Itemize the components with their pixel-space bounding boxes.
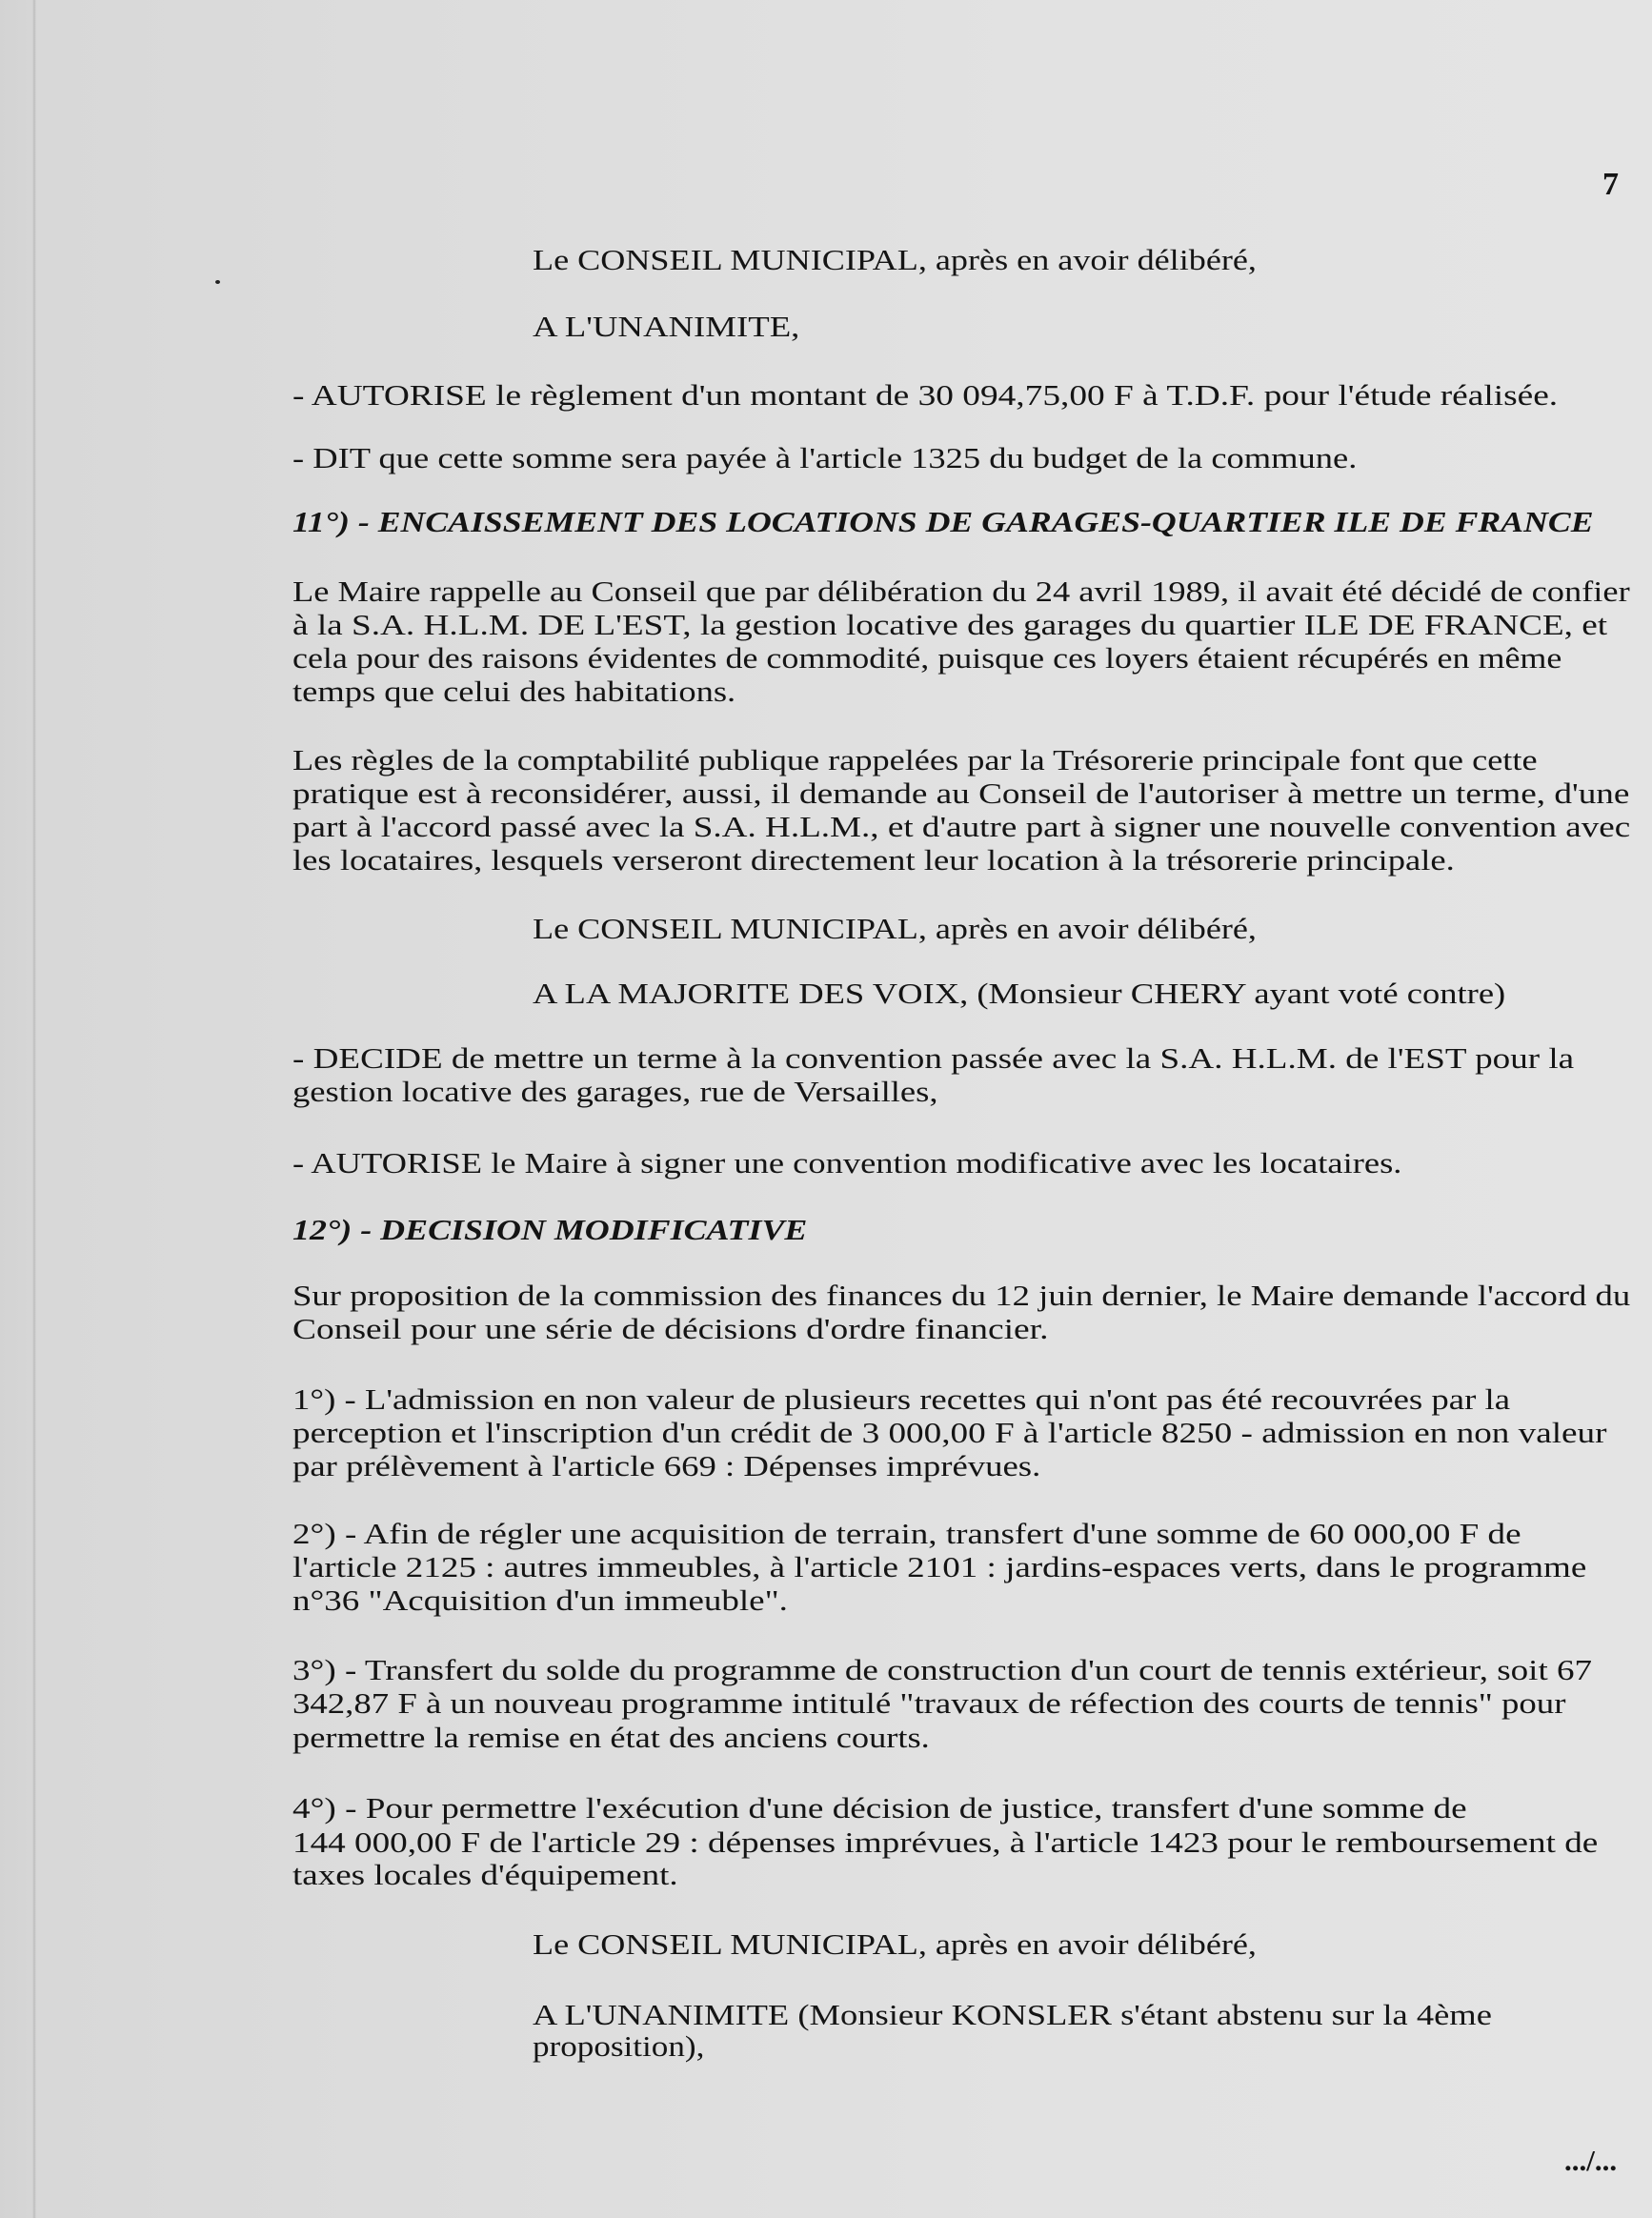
page-number: 7 (1602, 167, 1619, 202)
paragraph-line: Sur proposition de la commission des finances du 12 juin dernier, le Maire demande l'accord du (292, 1279, 1631, 1312)
authorize-payment: - AUTORISE le règlement d'un montant de 30 094,75,00 F à T.D.F. pour l'étude réalisée. (292, 378, 1559, 412)
paragraph-line: cela pour des raisons évidentes de commodité, puisque ces loyers étaient récupérés en même (292, 641, 1562, 675)
item-3-line: 342,87 F à un nouveau programme intitulé "travaux de réfection des courts de tennis" pour (292, 1686, 1566, 1720)
decide-line: - DECIDE de mettre un terme à la convention passée avec la S.A. H.L.M. de l'EST pour la (292, 1041, 1575, 1075)
paragraph-line: Conseil pour une série de décisions d'ordre financier. (292, 1312, 1049, 1345)
vote-unanimity-1: A L'UNANIMITE, (533, 310, 800, 343)
authorize-mayor: - AUTORISE le Maire à signer une convention modificative avec les locataires. (292, 1146, 1402, 1180)
vote-unanimity-3: A L'UNANIMITE (Monsieur KONSLER s'étant abstenu sur la 4ème (533, 1998, 1492, 2031)
item-2-line: 2°) - Afin de régler une acquisition de terrain, transfert d'une somme de 60 000,00 F de (292, 1517, 1521, 1550)
item-2-line: n°36 "Acquisition d'un immeuble". (292, 1583, 788, 1617)
paragraph-line: Les règles de la comptabilité publique rappelées par la Trésorerie principale font que cette (292, 743, 1538, 776)
decide-line: gestion locative des garages, rue de Versailles, (292, 1075, 938, 1108)
section-heading-12: 12°) - DECISION MODIFICATIVE (292, 1213, 808, 1246)
paragraph-line: les locataires, lesquels verseront directement leur location à la trésorerie principale. (292, 843, 1455, 877)
item-4-line: 4°) - Pour permettre l'exécution d'une décision de justice, transfert d'une somme de (292, 1791, 1467, 1825)
item-2-line: l'article 2125 : autres immeubles, à l'article 2101 : jardins-espaces verts, dans le programme (292, 1550, 1587, 1583)
paragraph-line: part à l'accord passé avec la S.A. H.L.M., et d'autre part à signer une nouvelle convention avec (292, 810, 1631, 843)
paragraph-line: pratique est à reconsidérer, aussi, il demande au Conseil de l'autoriser à mettre un terme, d'une (292, 776, 1630, 810)
item-4-line: taxes locales d'équipement. (292, 1858, 678, 1891)
item-1-line: par prélèvement à l'article 669 : Dépenses imprévues. (292, 1449, 1041, 1482)
item-3-line: permettre la remise en état des anciens courts. (292, 1721, 930, 1754)
council-deliberation-1: Le CONSEIL MUNICIPAL, après en avoir délibéré, (533, 243, 1257, 276)
paragraph-line: Le Maire rappelle au Conseil que par délibération du 24 avril 1989, il avait été décidé de confier (292, 575, 1630, 608)
council-deliberation-2: Le CONSEIL MUNICIPAL, après en avoir délibéré, (533, 912, 1257, 945)
states-budget-article: - DIT que cette somme sera payée à l'article 1325 du budget de la commune. (292, 441, 1358, 474)
item-1-line: 1°) - L'admission en non valeur de plusieurs recettes qui n'ont pas été recouvrées par la (292, 1382, 1511, 1416)
item-4-line: 144 000,00 F de l'article 29 : dépenses imprévues, à l'article 1423 pour le remboursement de (292, 1825, 1599, 1859)
item-3-line: 3°) - Transfert du solde du programme de construction d'un court de tennis extérieur, soit 67 (292, 1653, 1593, 1686)
item-1-line: perception et l'inscription d'un crédit de 3 000,00 F à l'article 8250 - admission en non valeur (292, 1416, 1607, 1449)
paragraph-line: à la S.A. H.L.M. DE L'EST, la gestion locative des garages du quartier ILE DE FRANCE, et (292, 608, 1608, 641)
continuation-mark: .../... (1564, 2144, 1618, 2177)
paragraph-line: temps que celui des habitations. (292, 675, 736, 708)
vote-unanimity-3-cont: proposition), (533, 2029, 705, 2063)
council-deliberation-3: Le CONSEIL MUNICIPAL, après en avoir délibéré, (533, 1927, 1257, 1961)
section-heading-11: 11°) - ENCAISSEMENT DES LOCATIONS DE GARAGES-QUARTIER ILE DE FRANCE (292, 505, 1594, 538)
vote-majority: A LA MAJORITE DES VOIX, (Monsieur CHERY ayant voté contre) (533, 977, 1506, 1010)
scan-speck (215, 280, 220, 284)
